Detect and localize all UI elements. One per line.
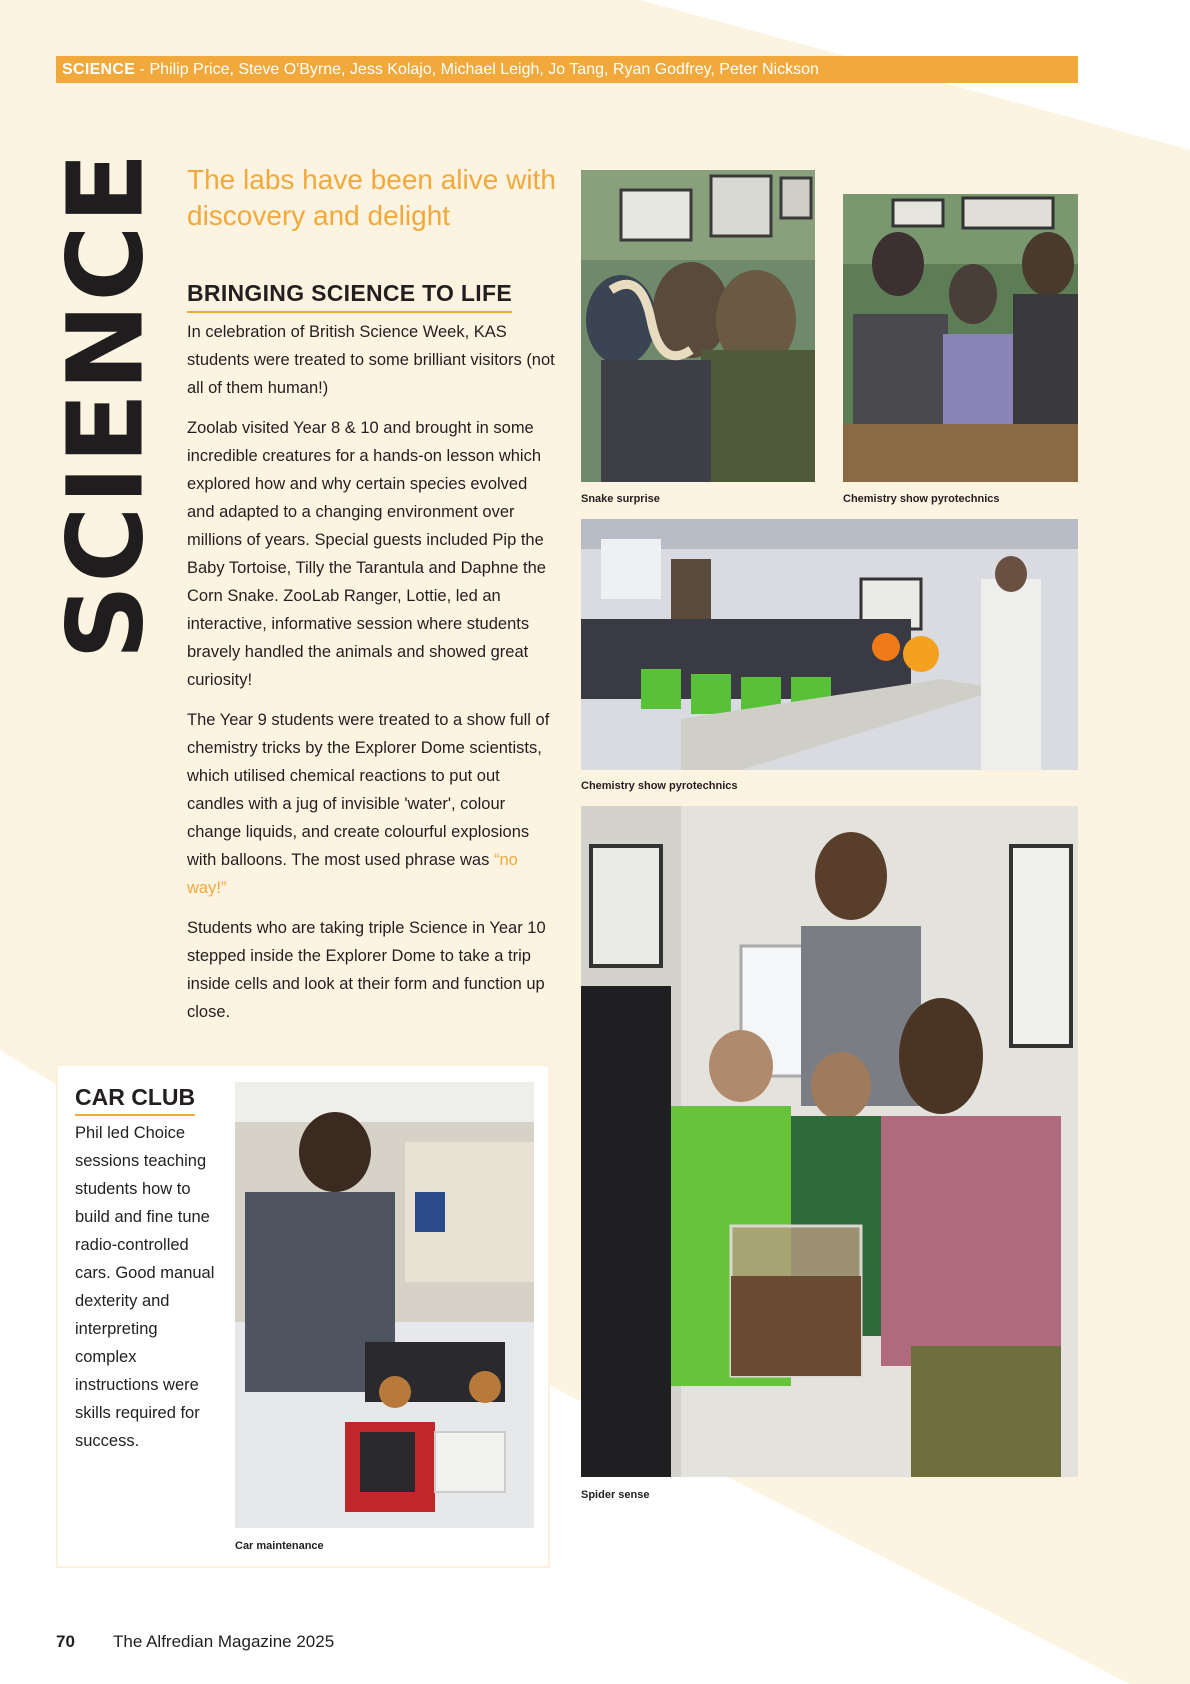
article-paragraph: In celebration of British Science Week, KAS students were treated to some brilliant visitors (not all of them human!) [187,323,555,397]
section-header-bar [56,56,1078,83]
article-paragraph: Zoolab visited Year 8 & 10 and brought in some incredible creatures for a hands-on lesson which explored how and why certain species evolved and adapted to a changing environment over millions of years. Special guests included Pip the Baby Tortoise, Tilly the Tarantula and Daphne the Corn Snake. ZooLab Ranger, Lottie, led an interactive, informative session where students bravely handled the animals and showed great curiosity! [187,419,546,689]
paragraph-text: The Year 9 students were treated to a show full of chemistry tricks by the Explorer Dome scientists, which utilised chemical reactions to put out candles with a jug of invisible 'water', colour change liquids, and create colourful explosions with balloons. The most used phrase was [187,711,550,869]
photo-car-maintenance [235,1082,534,1528]
car-club-text: Phil led Choice sessions teaching students how to build and fine tune radio-controlled cars. Good manual dexterity and interpreting complex instructions were skills required for success. [75,1124,215,1450]
staff-list: - Philip Price, Steve O'Byrne, Jess Kolajo, Michael Leigh, Jo Tang, Ryan Godfrey, Peter Nickson [135,61,819,78]
vertical-page-title [45,150,167,660]
highlight-quote: “no way!” [187,851,518,897]
article-heading: BRINGING SCIENCE TO LIFE [187,280,512,313]
article-paragraph: Students who are taking triple Science in Year 10 stepped inside the Explorer Dome to take a trip inside cells and look at their form and function up close. [187,919,546,1021]
caption-snake: Snake surprise [581,493,660,505]
page-number: 70 [56,1632,75,1651]
article-body [187,318,557,1038]
photo-snake-surprise [581,170,815,482]
section-tag: SCIENCE [62,61,136,78]
caption-chemistry-2: Chemistry show pyrotechnics [581,780,738,792]
article-paragraph [187,706,557,902]
photo-chemistry-show-1 [843,194,1078,482]
photo-chemistry-show-2 [581,519,1078,770]
subheading: The labs have been alive with discovery and delight [187,164,556,231]
photo-spider-sense [581,806,1078,1477]
caption-spider: Spider sense [581,1489,650,1501]
magazine-title: The Alfredian Magazine 2025 [113,1632,335,1651]
caption-chemistry-1: Chemistry show pyrotechnics [843,493,1000,505]
vertical-title-text: SCIENCE [45,150,167,660]
caption-car: Car maintenance [235,1540,324,1552]
car-club-heading: CAR CLUB [75,1084,195,1116]
